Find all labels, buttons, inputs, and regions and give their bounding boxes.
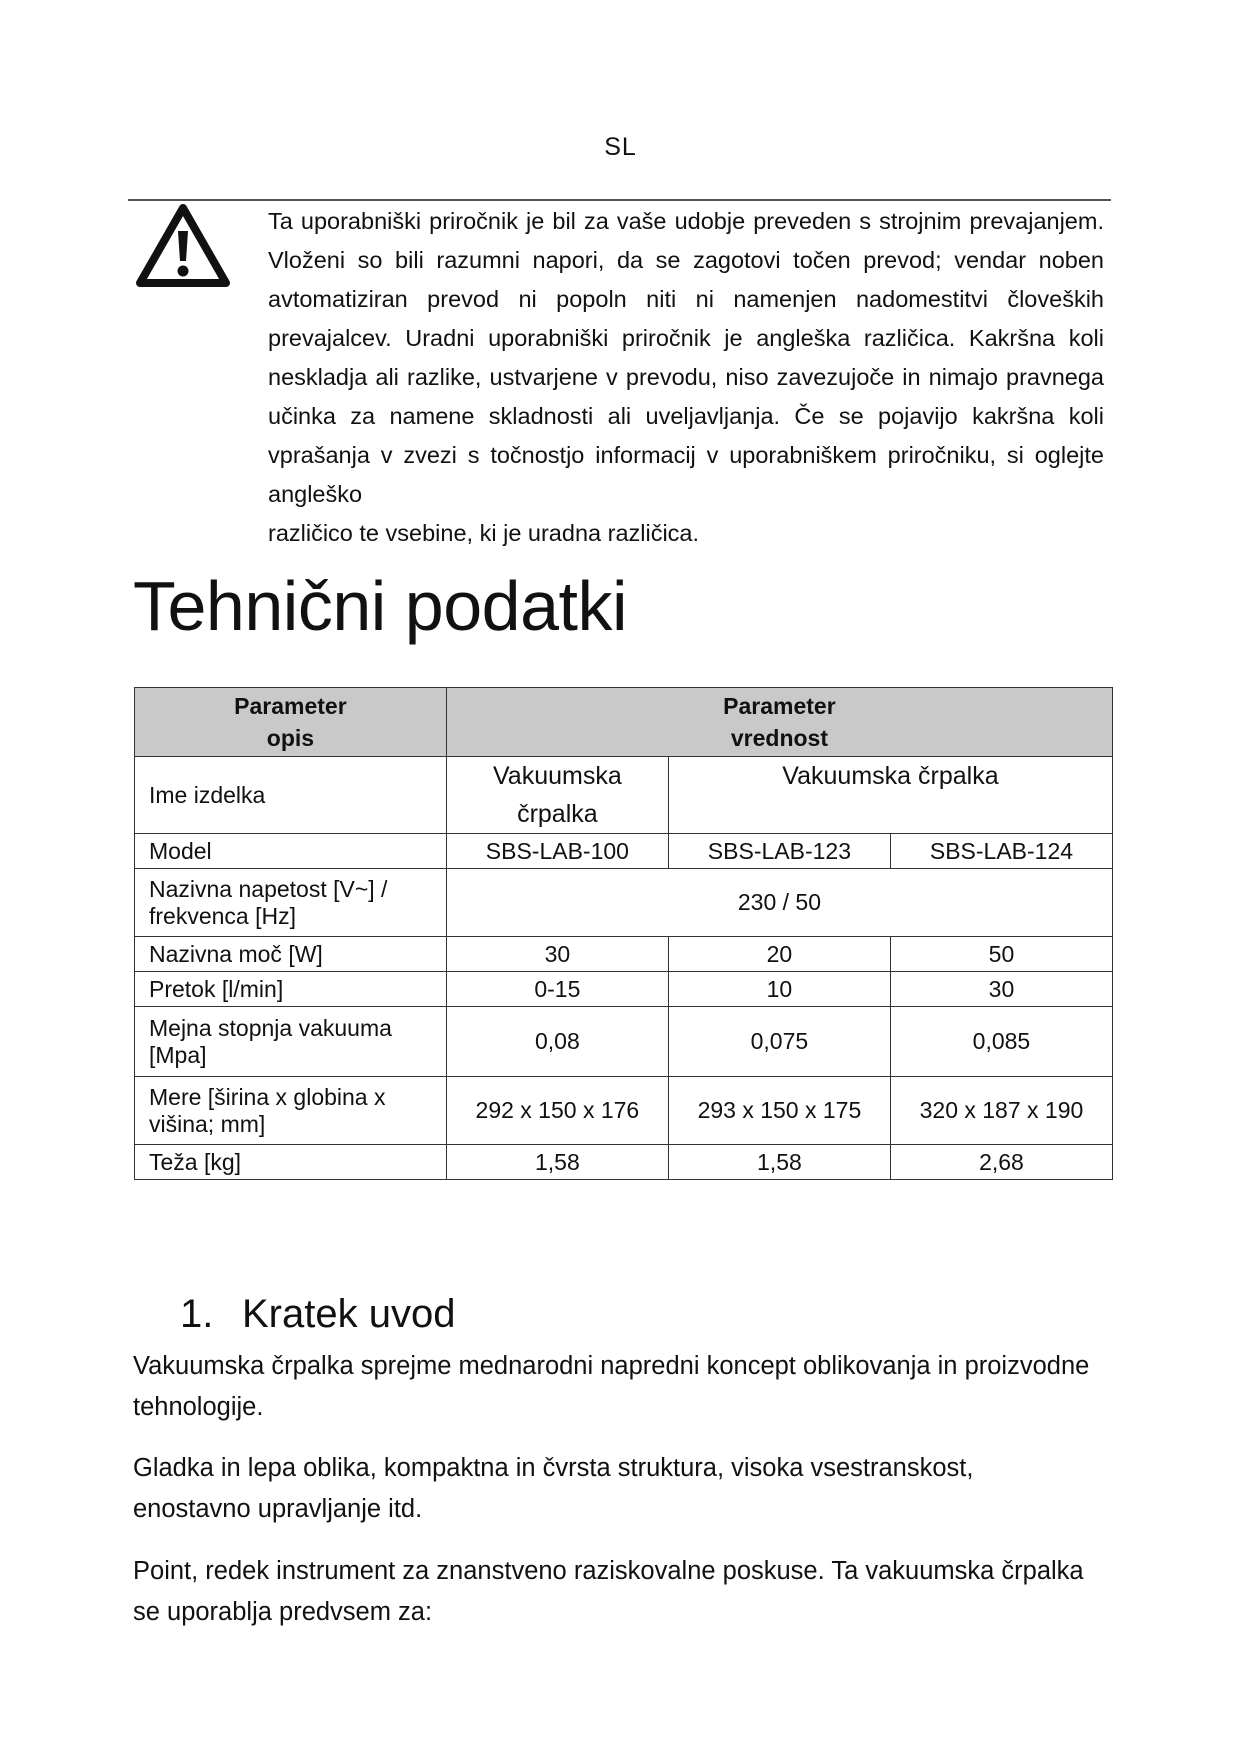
table-row-model: [135, 834, 1113, 869]
table-cell: 293 x 150 x 175: [668, 1077, 890, 1145]
intro-paragraph-2: Gladka in lepa oblika, kompaktna in čvrsta struktura, visoka vsestranskost, enostavno upravljanje itd.: [133, 1454, 974, 1523]
machine-translation-disclaimer: [268, 202, 1104, 553]
table-row-vacuum: [135, 1007, 1113, 1077]
row-label: Teža [kg]: [135, 1145, 447, 1180]
technical-data-table: [134, 687, 1113, 1180]
table-cell: 0-15: [446, 972, 668, 1007]
table-cell: SBS-LAB-100: [446, 834, 668, 869]
cell-product-sbs-lab-123-124: Vakuumska črpalka: [668, 757, 1112, 834]
table-cell: 320 x 187 x 190: [890, 1077, 1112, 1145]
table-cell: 30: [446, 937, 668, 972]
section-heading-intro: [180, 1292, 455, 1337]
table-cell: 2,68: [890, 1145, 1112, 1180]
row-label: Nazivna moč [W]: [135, 937, 447, 972]
section-number: 1.: [180, 1292, 214, 1336]
table-row-dimensions: [135, 1077, 1113, 1145]
row-label: Mejna stopnja vakuuma [Mpa]: [135, 1007, 447, 1077]
section-title: Kratek uvod: [242, 1292, 456, 1336]
table-cell: 1,58: [668, 1145, 890, 1180]
disclaimer-last-line: različico te vsebine, ki je uradna različica.: [268, 520, 700, 546]
row-label: Model: [135, 834, 447, 869]
table-cell: 0,08: [446, 1007, 668, 1077]
intro-paragraph-3: Point, redek instrument za znanstveno raziskovalne poskuse. Ta vakuumska črpalka se uporablja predvsem za:: [133, 1557, 1084, 1626]
table-row-voltage-frequency: [135, 869, 1113, 937]
intro-paragraph-1: Vakuumska črpalka sprejme mednarodni napredni koncept oblikovanja in proizvodne tehnologije.: [133, 1352, 1090, 1421]
header-parameter-value: Parameter vrednost: [446, 688, 1112, 757]
table-cell-merged: 230 / 50: [446, 869, 1112, 937]
table-row-flow: [135, 972, 1113, 1007]
header-parameter-description: Parameter opis: [135, 688, 447, 757]
table-cell: 292 x 150 x 176: [446, 1077, 668, 1145]
row-label: Nazivna napetost [V~] / frekvenca [Hz]: [135, 869, 447, 937]
table-header-row: [135, 688, 1113, 757]
table-cell: 10: [668, 972, 890, 1007]
table-cell: 0,085: [890, 1007, 1112, 1077]
header-rule: [128, 199, 1111, 201]
table-row-product-name: [135, 757, 1113, 834]
table-cell: 30: [890, 972, 1112, 1007]
row-label: Ime izdelka: [135, 757, 447, 834]
table-cell: SBS-LAB-123: [668, 834, 890, 869]
disclaimer-body: Ta uporabniški priročnik je bil za vaše udobje preveden s strojnim prevajanjem. Vloženi so bili razumni napori, da se zagotovi točen prevod; vendar noben avtomatiziran prevod ni popoln niti ni namenjen nadomestitvi človeških prevajalcev. Uradni uporabniški priročnik je angleška različica. Kakršna koli neskladja ali razlike, ustvarjene v prevodu, niso zavezujoče in nimajo pravnega učinka za namene skladnosti ali uveljavljanja. Če se pojavijo kakršna koli vprašanja v zvezi s točnostjo informacij v uporabniškem priročniku, si oglejte angleško: [268, 208, 1104, 507]
table-cell: SBS-LAB-124: [890, 834, 1112, 869]
language-code: SL: [604, 133, 637, 161]
cell-product-sbs-lab-100: Vakuumska črpalka: [446, 757, 668, 834]
row-label: Mere [širina x globina x višina; mm]: [135, 1077, 447, 1145]
table-cell: 50: [890, 937, 1112, 972]
warning-triangle-icon: [136, 203, 230, 287]
row-label: Pretok [l/min]: [135, 972, 447, 1007]
table-row-weight: [135, 1145, 1113, 1180]
table-cell: 1,58: [446, 1145, 668, 1180]
table-cell: 0,075: [668, 1007, 890, 1077]
page-title: Tehnični podatki: [133, 567, 627, 645]
table-row-power: [135, 937, 1113, 972]
table-cell: 20: [668, 937, 890, 972]
